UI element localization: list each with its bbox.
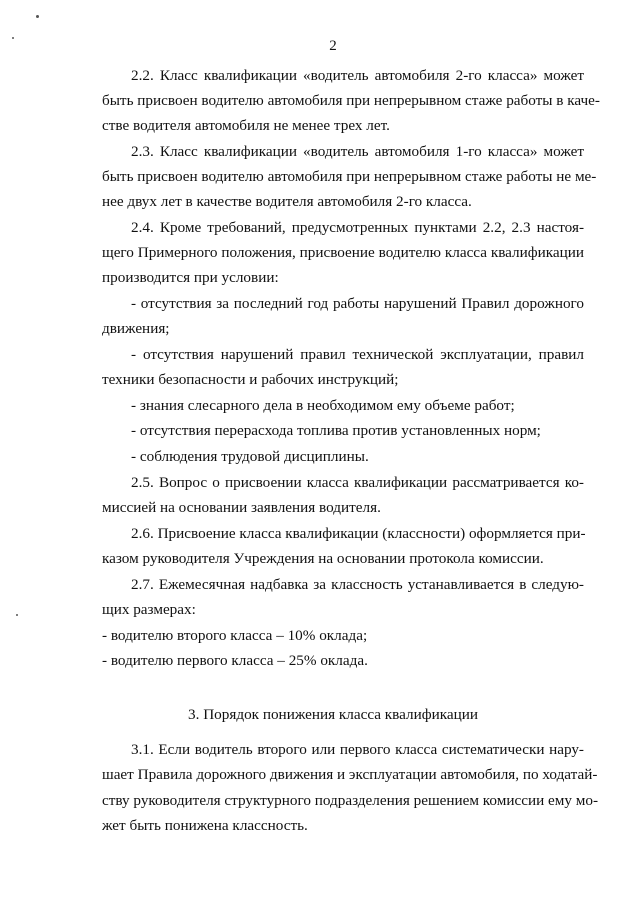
paragraph-2-3-line-2: быть присвоен водителю автомобиля при непрерывном стаже работы не ме- [102, 168, 597, 185]
list-item-line-1: - отсутствия за последний год работы нарушений Правил дорожного [131, 295, 584, 312]
paragraph-2-3-line-3: нее двух лет в качестве водителя автомобиля 2-го класса. [102, 193, 472, 210]
paragraph-2-7-line-2: щих размерах: [102, 601, 196, 618]
list-item: - отсутствия перерасхода топлива против установленных норм; [131, 422, 541, 439]
paragraph-2-6-line-1: 2.6. Присвоение класса квалификации (классности) оформляется при- [131, 525, 586, 542]
list-item: - знания слесарного дела в необходимом ему объеме работ; [131, 397, 515, 414]
paragraph-2-4-line-2: щего Примерного положения, присвоение водителю класса квалификации [102, 244, 584, 261]
paragraph-2-5-line-2: миссией на основании заявления водителя. [102, 499, 381, 516]
scan-speck [16, 614, 18, 616]
paragraph-3-1-line-4: жет быть понижена классность. [102, 817, 308, 834]
paragraph-2-2-line-3: стве водителя автомобиля не менее трех лет. [102, 117, 390, 134]
list-item: - водителю второго класса – 10% оклада; [102, 627, 368, 644]
paragraph-3-1-line-3: ству руководителя структурного подразделения решением комиссии ему мо- [102, 792, 599, 809]
list-item: - соблюдения трудовой дисциплины. [131, 448, 369, 465]
list-item-line-1: - отсутствия нарушений правил технической эксплуатации, правил [131, 346, 584, 363]
paragraph-2-5-line-1: 2.5. Вопрос о присвоении класса квалификации рассматривается ко- [131, 474, 584, 491]
paragraph-2-4-line-3: производится при условии: [102, 269, 279, 286]
paragraph-3-1-line-2: шает Правила дорожного движения и эксплуатации автомобиля, по ходатай- [102, 766, 598, 783]
section-heading: 3. Порядок понижения класса квалификации [188, 706, 478, 723]
paragraph-2-2-line-1: 2.2. Класс квалификации «водитель автомобиля 2-го класса» может [131, 67, 584, 84]
paragraph-2-4-line-1: 2.4. Кроме требований, предусмотренных пунктами 2.2, 2.3 настоя- [131, 219, 584, 236]
paragraph-2-7-line-1: 2.7. Ежемесячная надбавка за классность устанавливается в следую- [131, 576, 584, 593]
page-number: 2 [329, 38, 337, 54]
list-item-line-2: движения; [102, 320, 170, 337]
paragraph-2-3-line-1: 2.3. Класс квалификации «водитель автомобиля 1-го класса» может [131, 143, 584, 160]
paragraph-2-2-line-2: быть присвоен водителю автомобиля при непрерывном стаже работы в каче- [102, 92, 600, 109]
paragraph-2-6-line-2: казом руководителя Учреждения на основании протокола комиссии. [102, 550, 544, 567]
list-item-line-2: техники безопасности и рабочих инструкций; [102, 371, 399, 388]
scan-speck [36, 15, 39, 18]
list-item: - водителю первого класса – 25% оклада. [102, 652, 368, 669]
paragraph-3-1-line-1: 3.1. Если водитель второго или первого класса систематически нару- [131, 741, 584, 758]
